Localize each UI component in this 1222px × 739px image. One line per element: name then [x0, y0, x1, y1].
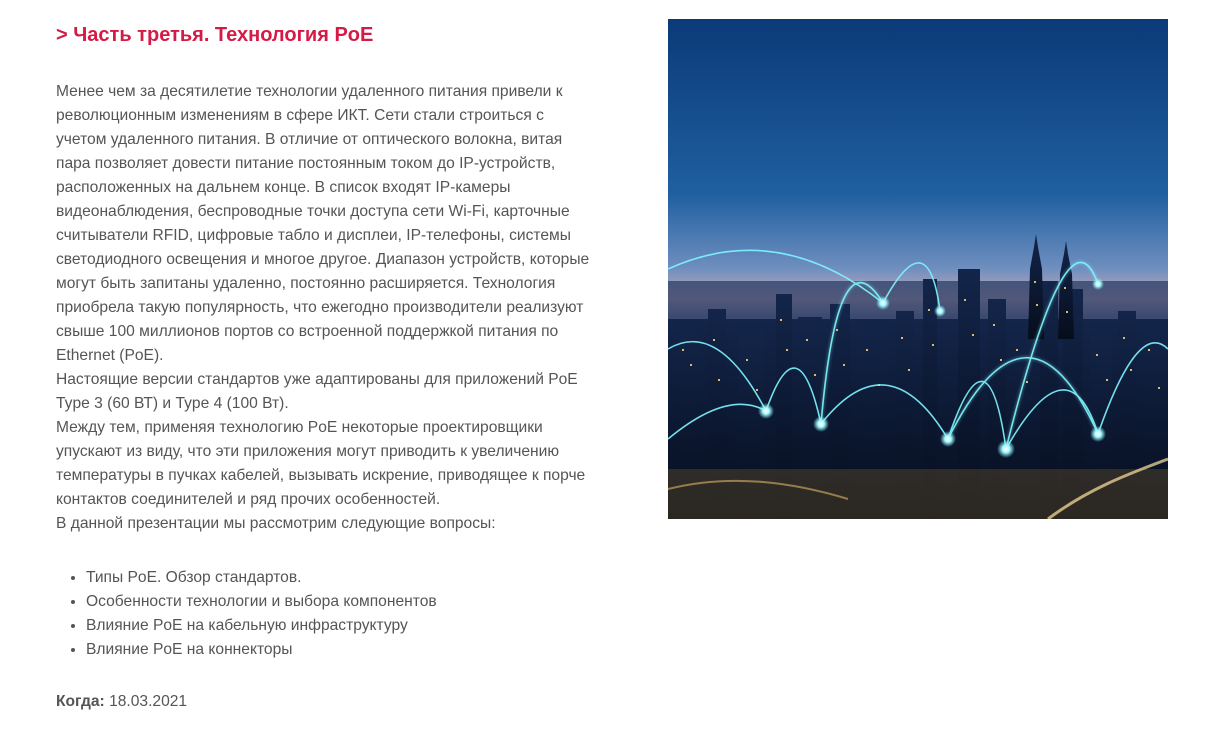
body-line: могут быть запитаны удаленно, постоянно расширяется. Технология — [56, 275, 556, 292]
body-line: считыватели RFID, цифровые табло и дисплеи, IP-телефоны, системы — [56, 227, 571, 244]
list-item: • Влияние PoE на коннекторы — [86, 638, 616, 662]
list-item: • Типы PoE. Обзор стандартов. — [86, 566, 616, 590]
topics-list — [56, 566, 616, 662]
body-line: Ethernet (PoE). — [56, 347, 164, 364]
body-line: температуры в пучках кабелей, вызывать искрение, приводящее к порче — [56, 467, 586, 484]
body-line: видеонаблюдения, беспроводные точки доступа сети Wi-Fi, карточные — [56, 203, 570, 220]
body-line: расположенных на дальнем конце. В список входят IP-камеры — [56, 179, 511, 196]
body-line: Настоящие версии стандартов уже адаптированы для приложений PoE — [56, 371, 578, 388]
body-line: контактов соединителей и ряд прочих особенностей. — [56, 491, 441, 508]
date-label: Когда: — [56, 693, 105, 710]
body-line: учетом удаленного питания. В отличие от оптического волокна, витая — [56, 131, 563, 148]
body-line: В данной презентации мы рассмотрим следующие вопросы: — [56, 515, 496, 532]
body-line: упускают из виду, что эти приложения могут приводить к увеличению — [56, 443, 560, 460]
body-line: Type 3 (60 ВТ) и Type 4 (100 Вт). — [56, 395, 289, 412]
body-line: пара позволяет довести питание постоянным током до IP-устройств, — [56, 155, 556, 172]
night-city-network-image — [668, 19, 1168, 519]
list-item: • Влияние PoE на кабельную инфраструктуру — [86, 614, 616, 638]
body-line: Между тем, применяя технологию PoE некоторые проектировщики — [56, 419, 543, 436]
date-value: 18.03.2021 — [109, 693, 188, 710]
body-line: революционным изменениям в сфере ИКТ. Сети стали строиться с — [56, 107, 544, 124]
article-body — [56, 80, 616, 536]
body-line: приобрела такую популярность, что ежегодно производители реализуют — [56, 299, 584, 316]
event-date — [56, 690, 616, 714]
body-line: светодиодного освещения и многое другое. Диапазон устройств, которые — [56, 251, 590, 268]
body-line: свыше 100 миллионов портов со встроенной поддержкой питания по — [56, 323, 559, 340]
article-content — [56, 22, 616, 714]
list-item: • Особенности технологии и выбора компонентов — [86, 590, 616, 614]
section-title: > Часть третья. Технология PoE — [56, 24, 374, 46]
body-line: Менее чем за десятилетие технологии удаленного питания привели к — [56, 83, 563, 100]
